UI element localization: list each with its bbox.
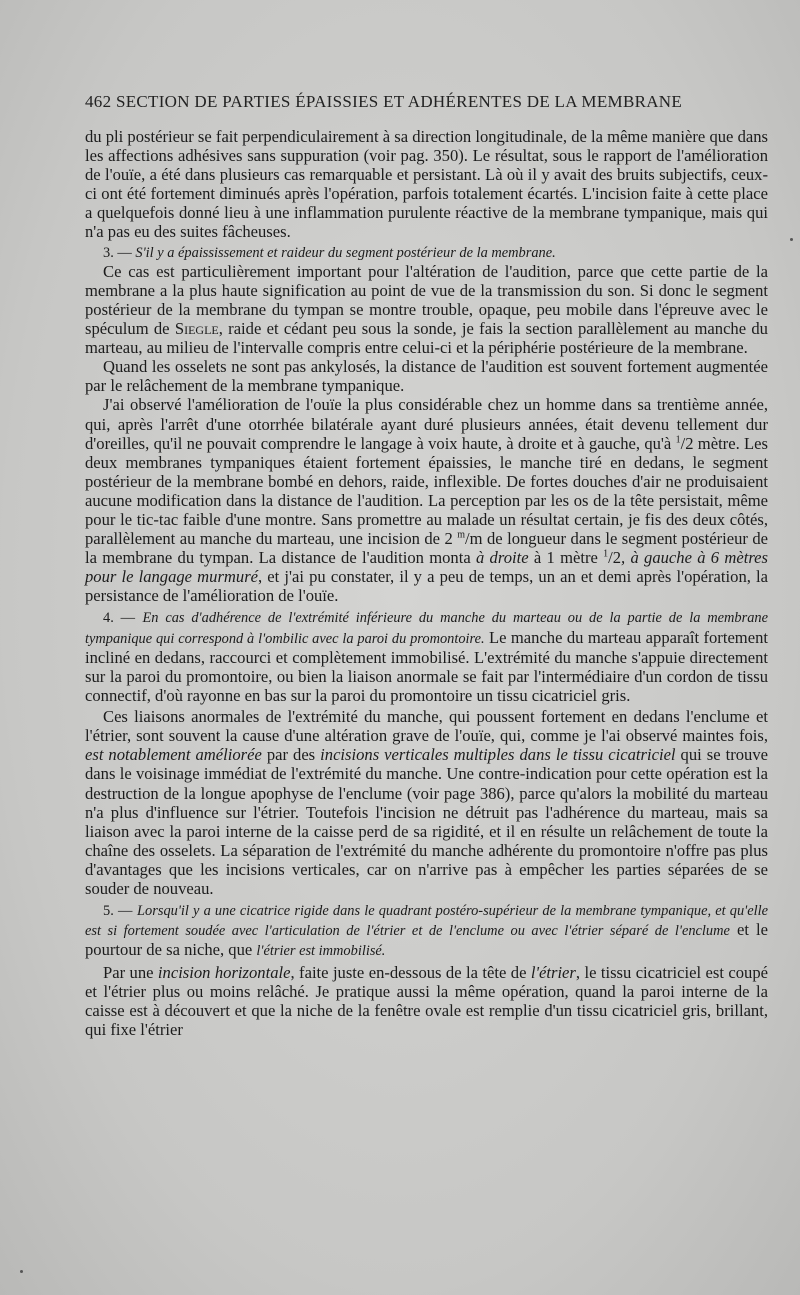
paragraph-incision-horizontale: Par une incision horizontale, faite juste en-dessous de la tête de l'étrier, le tissu cicatriciel est coupé et l'étrier plus ou moins relâché. Je pratique aussi la même opération, quand la paroi interne de la caisse est à découvert et que la niche de la fenêtre ovale est remplie d'un tissu cicatriciel gris, brillant, qui fixe l'étrier xyxy=(85,962,768,1039)
paragraph-liaisons: Ces liaisons anormales de l'extrémité du manche, qui poussent fortement en dedans l'enclume et l'étrier, sont souvent la cause d'une altération grave de l'ouïe, qui, comme je l'ai observé maintes fois, est notablement améliorée par des incisions verticales multiples dans le tissu cicatriciel qui se trouve dans le voisinage immédiat de l'extrémité du manche. Une contre-indication pour cette opération est la destruction de la longue apophyse de l'enclume (voir page 386), parce qu'alors la mobilité du marteau n'a plus d'influence sur l'étrier. Toutefois l'incision ne détruit pas l'adhérence du marteau, mais sa liaison avec la paroi interne de la caisse perd de sa rigidité, et il en résulte un relâchement de toute la chaîne des osselets. La séparation de l'extrémité du manche adhérente du promontoire n'offre pas plus d'avantages que les incisions verticales, car on n'arrive pas à empêcher les parties séparées de se souder de nouveau. xyxy=(85,707,768,898)
section-3-heading: 3. — S'il y a épaississement et raideur du segment postérieur de la membrane. xyxy=(103,244,556,261)
paragraph-osselets: Quand les osselets ne sont pas ankylosés, la distance de l'audition est souvent fortement augmentée par le relâchement de la membrane tympanique. xyxy=(85,357,768,396)
page-body xyxy=(85,127,768,1039)
margin-speck xyxy=(20,1270,23,1273)
section-5-heading: 5. — Lorsqu'il y a une cicatrice rigide dans le quadrant postéro-supérieur de la membrane tympanique, et qu'elle est si fortement soudée avec l'articulation de l'étrier et de l'enclume ou avec l'étrier séparé de l'enclume et le pourtour de sa niche, que l'étrier est immobilisé. xyxy=(85,903,769,960)
paragraph-continuation: du pli postérieur se fait perpendiculairement à sa direction longitudinale, de la même manière que dans les affections adhésives sans suppuration (voir pag. 350). Le résultat, sous le rapport de l'amélioration de l'ouïe, a été dans plusieurs cas remarquable et persistant. Là où il y avait des bruits subjectifs, ceux-ci ont été fortement diminués après l'opération, parfois totalement écartés. L'incision faite à cette place a quelquefois donné lieu à une inflammation purulente réactive de la membrane tympanique, mais qui n'a pas eu des suites fâcheuses. xyxy=(85,127,768,242)
running-header: 462 SECTION DE PARTIES ÉPAISSIES ET ADHÉRENTES DE LA MEMBRANE xyxy=(85,92,683,111)
section-4-paragraph: 4. — En cas d'adhérence de l'extrémité inférieure du manche du marteau ou de la partie de la membrane tympanique qui correspond à l'ombilic avec la paroi du promontoire. Le manche du marteau apparaît fortement incliné en dedans, raccourci et complètement immobilisé. L'extrémité du manche s'appuie directement sur la paroi du promontoire, ou bien la liaison anormale se fait par l'intermédiaire d'un cordon de tissu connectif, d'où rayonne en bas sur la paroi du promontoire un tissu cicatriciel gris. xyxy=(85,610,769,706)
paragraph-segment-posterieur: Ce cas est particulièrement important pour l'altération de l'audition, parce que cette partie de la membrane a la plus haute signification au point de vue de la transmission du son. Si donc le segment postérieur de la membrane du tympan se montre trouble, opaque, peu mobile dans l'épreuve avec le spéculum de Siegle, raide et cédant peu sous la sonde, je fais la section parallèlement au manche du marteau, au milieu de l'intervalle compris entre celui-ci et la périphérie postérieure de la membrane. xyxy=(85,261,768,358)
margin-speck xyxy=(790,238,793,241)
paragraph-observation: J'ai observé l'amélioration de l'ouïe la plus considérable chez un homme dans sa trentième année, qui, après l'arrêt d'une otorrhée bilatérale ayant duré plusieurs années, était devenu tellement dur d'oreilles, qu'il ne pouvait comprendre le langage à voix haute, à droite et à gauche, qu'à $^1$/2 mètre. Les deux membranes tympaniques étaient fortement épaissies, le manche tiré en dedans, le segment postérieur de la membrane bombé en dehors, raide, inflexible. De fortes douches d'air ne produisaient aucune modification dans la distance de l'audition. La perception par les os de la tête persistait, même pour le tic-tac faible d'une montre. Sans promettre au malade un résultat certain, je fis des deux côtés, parallèlement au manche du marteau, une incision de 2 $^m$/m de longueur dans le segment postérieur de la membrane du tympan. La distance de l'audition monta à droite à 1 mètre $^1$/2, à gauche à 6 mètres pour le langage murmuré, et j'ai pu constater, il y a peu de temps, un an et demi après l'opération, la persistance de l'amélioration de l'ouïe. xyxy=(85,395,769,606)
